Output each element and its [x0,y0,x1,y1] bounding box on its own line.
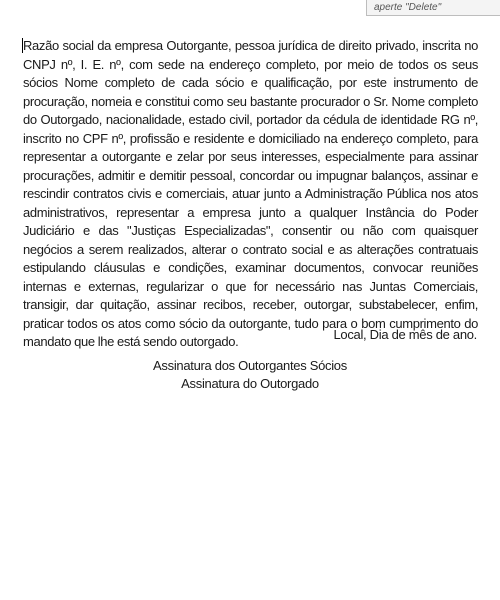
signature-block [0,357,500,393]
delete-hint: aperte "Delete" [366,0,500,16]
signature-grantee[interactable]: Assinatura do Outorgado [181,376,319,391]
signature-grantors[interactable]: Assinatura dos Outorgantes Sócios [153,358,347,373]
document-body[interactable]: Razão social da empresa Outorgante, pessoa jurídica de direito privado, inscrita no CNPJ nº, I. E. nº, com sede na endereço completo, por meio de todos os seus sócios Nome completo de cada sócio e qualificação, por este instrumento de procuração, nomeia e constitui como seu bastante procurador o Sr. Nome completo do Outorgado, nacionalidade, estado civil, portador da cédula de identidade RG nº, inscrito no CPF nº, profissão e residente e domiciliado na endereço completo, para representar a outorgante e zelar por seus interesses, especialmente para assinar procurações, admitir e demitir pessoal, concordar ou impugnar balanços, assinar e rescindir contratos civis e comerciais, atuar junto a Administração Pública nos atos administrativos, representar a empresa junto a qualquer Instância do Poder Judiciário e das "Justiças Especializadas", consentir ou não com quaisquer negócios a serem realizados, alterar o contrato social e as alterações contratuais estipulando cláusulas e condições, examinar documentos, convocar reuniões internas e externas, regularizar o que for necessário nas Juntas Comerciais, transigir, dar quitação, assinar recibos, receber, outorgar, substabelecer, enfim, praticar todos os atos como sócio da outorgante, tudo para o bom cumprimento do mandato que lhe está sendo outorgado. [23,38,478,349]
place-date-line[interactable]: Local, Dia de mês de ano. [333,327,477,342]
